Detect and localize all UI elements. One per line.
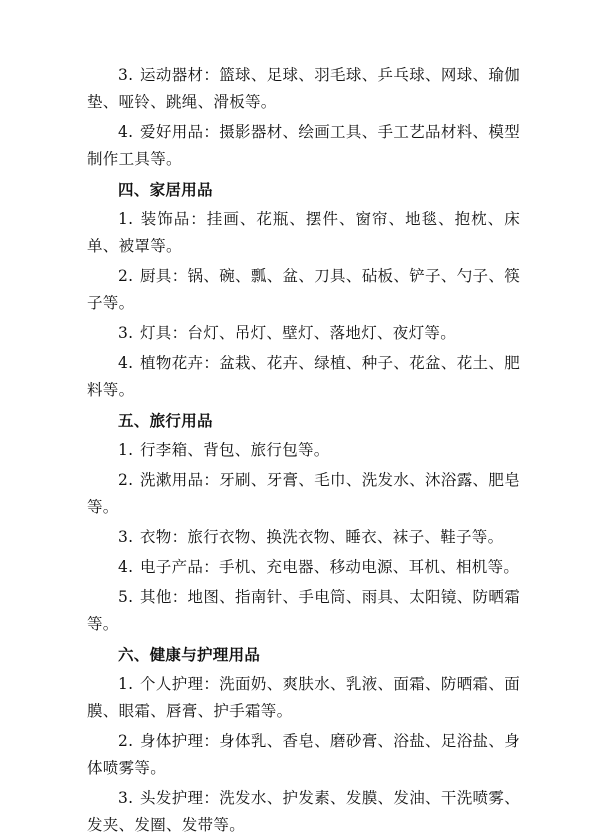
list-item [87,554,520,581]
section-heading: 四、家居用品 [118,180,213,199]
item-number: 4. [118,123,134,141]
list-item [87,785,520,839]
item-number: 3. [118,789,134,807]
list-item [87,728,520,782]
item-text: 行李箱、背包、旅行包等。 [140,441,330,459]
item-text: 头发护理：洗发水、护发素、发膜、发油、干洗喷雾、发夹、发圈、发带等。 [87,789,520,834]
item-text: 灯具：台灯、吊灯、壁灯、落地灯、夜灯等。 [140,324,457,342]
item-text: 装饰品：挂画、花瓶、摆件、窗帘、地毯、抱枕、床单、被罩等。 [87,210,520,255]
section-heading: 六、健康与护理用品 [118,645,261,664]
item-text: 植物花卉：盆栽、花卉、绿植、种子、花盆、花土、肥料等。 [87,354,520,399]
item-text: 爱好用品：摄影器材、绘画工具、手工艺品材料、模型制作工具等。 [87,123,520,168]
item-number: 5. [118,588,134,606]
list-item [87,206,520,260]
item-text: 个人护理：洗面奶、爽肤水、乳液、面霜、防晒霜、面膜、眼霜、唇膏、护手霜等。 [87,675,520,720]
item-number: 1. [118,210,134,228]
item-text: 身体护理：身体乳、香皂、磨砂膏、浴盐、足浴盐、身体喷雾等。 [87,732,520,777]
item-number: 3. [118,66,134,84]
item-number: 2. [118,732,134,750]
section-heading: 五、旅行用品 [118,411,213,430]
item-number: 3. [118,528,134,546]
item-text: 厨具：锅、碗、瓢、盆、刀具、砧板、铲子、勺子、筷子等。 [87,267,520,312]
item-text: 运动器材：篮球、足球、羽毛球、乒乓球、网球、瑜伽垫、哑铃、跳绳、滑板等。 [87,66,520,111]
list-item [87,350,520,404]
item-text: 其他：地图、指南针、手电筒、雨具、太阳镜、防晒霜等。 [87,588,520,633]
list-item [87,62,520,116]
list-item [87,263,520,317]
item-text: 电子产品：手机、充电器、移动电源、耳机、相机等。 [140,558,520,576]
item-number: 1. [118,441,134,459]
list-item [87,320,520,347]
list-item [87,119,520,173]
item-number: 1. [118,675,134,693]
item-number: 4. [118,558,134,576]
item-text: 洗漱用品：牙刷、牙膏、毛巾、洗发水、沐浴露、肥皂等。 [87,471,520,516]
list-item [87,467,520,521]
list-item [87,437,520,464]
item-number: 3. [118,324,134,342]
item-number: 2. [118,267,134,285]
list-item [87,671,520,725]
list-item [87,584,520,638]
item-text: 衣物：旅行衣物、换洗衣物、睡衣、袜子、鞋子等。 [140,528,504,546]
item-number: 2. [118,471,134,489]
list-item [87,524,520,551]
item-number: 4. [118,354,134,372]
